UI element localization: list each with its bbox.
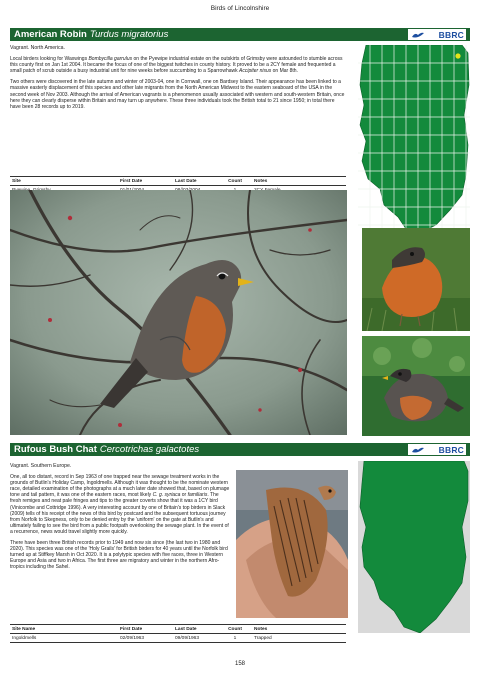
- species-status: Vagrant. Southern Europe.: [10, 463, 72, 469]
- bbrc-logo-text: BBRC: [438, 29, 464, 40]
- col-header: Last Date: [173, 177, 218, 186]
- species-scientific-name: Cercotrichas galactotes: [99, 444, 200, 455]
- distribution-map: [358, 45, 470, 233]
- american-robin-main-photo: [10, 190, 347, 435]
- page-number: 158: [234, 661, 245, 667]
- col-header: Notes: [252, 625, 346, 634]
- bbrc-logo-text: BBRC: [438, 444, 464, 455]
- cell: 02/09/1963: [118, 634, 173, 643]
- rufous-bush-chat-photo: [236, 470, 348, 618]
- species-title-bar: [10, 443, 470, 456]
- table-header-row: [10, 625, 346, 634]
- map-land: [360, 45, 469, 233]
- cell: 1: [218, 634, 252, 643]
- cell: Ingoldmells: [10, 634, 118, 643]
- species-scientific-name: Turdus migratorius: [89, 29, 169, 40]
- record-dot: [455, 53, 460, 58]
- species-common-name: American Robin: [14, 29, 87, 40]
- col-header: Count: [218, 177, 252, 186]
- species-title-bar: [10, 28, 470, 41]
- species-paragraph: One, all too distant, record in Sep 1963 of one trapped near the sewage treatment works in the grounds of Butlin's Holiday Camp, Ingoldmells. Although it was thought to be the nominate western race, detailed examination of the photographs at a much later date showed that, based on plumage tone and tail pattern, it was one of the eastern races, most likely C. g. syriaca or familiaris. The fresh remiges and neat pale fringes and tips to the greater coverts show that it was a 1CY bird (Vinicombe and Cottridge 1996). A very interesting account by one of Britain's top birders in Slack (2009) tells of his receipt of the news of this bird by postcard and the subsequent tortuous journey from Norfolk to Skegness, only to be denied entry by the 'uniform' on the gate at Butlin's and ultimately failing to see the bird from a public footpath overlooking the sewage plant. In the event of a recurrence, news would travel slightly more quickly.: [10, 474, 230, 535]
- species-common-name: Rufous Bush Chat: [14, 444, 97, 455]
- species-paragraph: Two others were discovered in the late autumn and winter of 2003-04, one in Cornwall, one on Bardsey Island. Their appearance has been linked to a massive easterly displacement of this species and other late migrants from the North American Midwest to the eastern seaboard of the USA in the second week of Nov 2003. Although the arrival of American vagrants is a phenomenon usually associated with western and south-western Britain, once here they can clearly disperse within Britain and may turn up anywhere. These three individuals took the British total to 21 since 1950; in total there have been 28 records up to 2019.: [10, 79, 345, 110]
- col-header: Site Name: [10, 625, 118, 634]
- col-header: First Date: [118, 625, 173, 634]
- table-header-row: [10, 177, 346, 186]
- col-header: Count: [218, 625, 252, 634]
- running-head: Birds of Lincolnshire: [210, 5, 270, 12]
- bird-logo-icon: [411, 31, 425, 39]
- col-header: Site: [10, 177, 118, 186]
- species-account: [10, 463, 230, 576]
- bird-logo-icon: [411, 446, 425, 454]
- american-robin-photo-2: [362, 228, 470, 331]
- table-row: [10, 634, 346, 643]
- distribution-map: [358, 461, 470, 633]
- american-robin-photo-3: [362, 336, 470, 436]
- species-paragraph: There have been three British records prior to 1949 and now six since (the last two in 1980 and 2020). This species was one of the 'Holy Grails' for British birders for 40 years until the Norfolk bird turned up at Stiffkey Marsh in Oct 2020. It is a polytypic species with five races, three in Western Europe and Asia and two in Africa. The first three are migratory and winter in the northern Afro-tropics including the Sahel.: [10, 540, 228, 571]
- col-header: First Date: [118, 177, 173, 186]
- bbrc-logo: [408, 29, 466, 40]
- species-status: Vagrant. North America.: [10, 45, 65, 51]
- col-header: Notes: [252, 177, 346, 186]
- species-paragraph: Local birders looking for Waxwings Bombycilla garrulus on the Pyewipe industrial estate on the outskirts of Grimsby were astounded to stumble across this county first on Jan 1st 2004. It became the focus of one of the biggest twitches in county history. It proved to be a 2CY female and frequented a small patch of scrub outside a busy industrial unit for nine weeks before succumbing to a Sparrowhawk Accipiter nisus on Mar 8th.: [10, 56, 343, 75]
- species-account: [10, 45, 346, 115]
- cell: 09/09/1963: [173, 634, 218, 643]
- records-table: [10, 624, 346, 643]
- cell: Trapped: [252, 634, 346, 643]
- col-header: Last Date: [173, 625, 218, 634]
- bbrc-logo: [408, 444, 466, 455]
